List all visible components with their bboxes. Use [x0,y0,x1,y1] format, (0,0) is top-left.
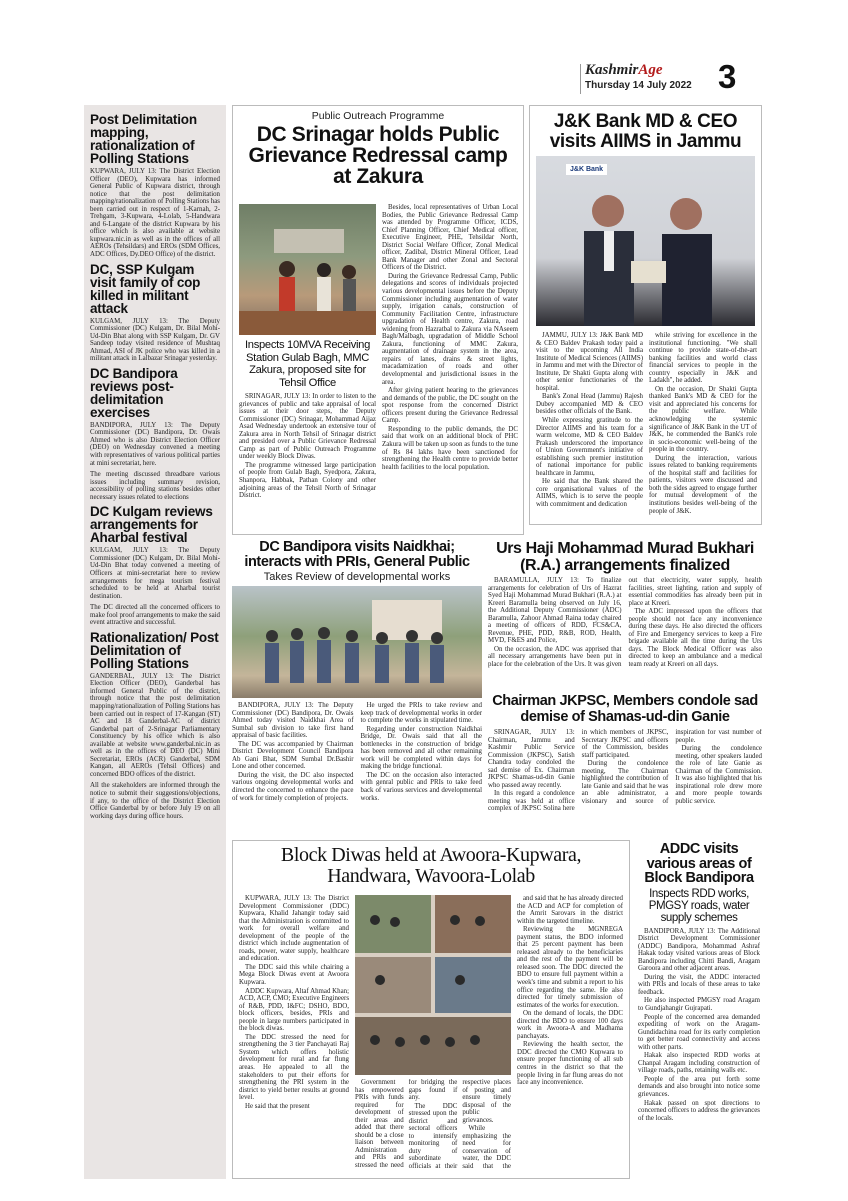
brief-paragraph: GANDERBAL, JULY 13: The District Election Officer (DEO), Ganderbal has informed General Public of the district, through notice that the post delimitation mapping/rationalization of Polling Stations has been carried out in respect of 17-Kangan (ST) AC and 18 Ganderbal-AC of district Ganderbal part of 2-Srinagar Parliamentary Constituency by his office which is also available at website www.ganderbal.nic.in as well as in the offices of DEO (DC) Mini Secretariat, EROs (ACR) Ganderbal, SDM Kangan, all AEROs (Tehsil Offices) and concerned BDO offices of the district. [90,672,220,778]
article-paragraph: JAMMU, JULY 13: J&K Bank MD & CEO Baldev Prakash today paid a visit to the upcoming All India Institute of Medical Sciences (AIIMS) in Jammu and met with the Director of Institute, Dr Shakti Gupta along with other senior functionaries of the hospital. [536,332,643,392]
article-paragraph: Reviewing the health sector, the DDC directed the CMO Kupwara to ensure proper functioning of all sub centres in the district so that the people living in far flung areas do not face any inconvenience. [517,1041,623,1087]
jk-bank-logo: J&K Bank [566,164,607,175]
article-paragraph: The DDC said this while chairing a Mega Block Diwas event at Awoora Kupwara. [239,963,349,987]
article-kicker: Public Outreach Programme [311,110,445,122]
article-paragraph: BARAMULLA, JULY 13: To finalize arrangements for celebration of Urs of Hazrat Syed Haji Mohammad Murad Bukhari (R.A.) at Kreeri Baramulla being observed on July 16, the Additional Deputy Commissioner (ADC) Baramulla, Zahoor Ahmad Raina today chaired a meeting of officers of RDD, FCS&CA, Revenue, PHE, PDD, R&B, ROD, Health, MVD, F&ES and Police, [488,577,622,645]
photo-placeholder-icon [232,586,482,698]
brief-paragraph: KULGAM, JULY 13: The Deputy Commissioner (DC) Kulgam, Dr. Bilal Mohi-Ud-Din Bhat today convened a meeting of Officers at mini-secretariat here to review arrangements for mega tourism festival scheduled to be held at Aharbal tourist destination. [90,547,220,600]
brief-headline: DC Kulgam reviews arrangements for Aharbal festival [90,504,213,546]
article-body-right [649,332,757,517]
article-paragraph: The ADC impressed upon the officers that people should not face any inconvenience during these days. He also directed the officers of Fire and Emergency services to keep a Fire brigade available all the time during the Urs days. The Block Medical Officer was also directed to keep an ambulance and a medical team ready at Kreeri on all days. [628,608,762,669]
article-paragraph: He said that the present [245,1102,310,1110]
article-body-right [517,895,623,1175]
brand-suffix: Age [638,62,663,78]
article-body [232,702,482,840]
masthead-divider [580,64,581,94]
photo-placeholder-icon [355,895,511,1075]
article-paragraph: Hakak passed on spot directions to concerned officers to address the grievances of the locals. [638,1099,760,1122]
sidebar-brief [90,367,220,501]
brief-paragraph: The meeting discussed threadbare various issues including summary revision, accessibility of polling stations besides other necessary issues related to elections [90,471,220,501]
article-paragraph: During the Grievance Redressal Camp, Public delegations and scores of individuals projected various developmental issues before the Deputy Commissioner including augmentation of water supply, irrigation canals, construction of Community Facilitation Centre, infrastructure upgradation of Health centre, Zakura, road widening from Hazratbal to Zakura via NAseem Bagh/Malbagh, upgradation of Middle School Zakura, functioning of MMC Zakura, augmentation of drainage system in the area, repairs of lanes, drains & street lights, macadamization of roads and other developmental and jurisdictional issues in the area. [382,272,518,386]
article-paragraph: while striving for excellence in the institutional functioning. "We shall continue to provide state-of-the-art banking facilities and world class financial services to people in the country especially in J&K and Ladakh", he added. [649,332,757,385]
article-headline: DC Bandipora visits Naidkhai; interacts with PRIs, General Public [244,540,470,570]
article-photo [536,156,755,326]
brief-paragraph: BANDIPORA, JULY 13: The Deputy Commissioner (DC) Bandipora, Dr. Owais Ahmed who is also District Election Officer (DEO) on Wednesday convened a meeting with representatives of various political parties at mini secretariat, here. [90,421,220,467]
article-block-diwas [232,840,630,1179]
article-paragraph: Besides, local representatives of Urban Local Bodies, the Public Grievance Redressal Camp was attended by Programme Officer, ICDS, Chief Planning Officer, Chief Medical officer, Executive Engineer, PHE, Tehsildar North, District Social Welfare Officer, Zonal Medical officer, Zadibal, District Mineral Officer, Lead Bank Manager and other Zonal and Sectoral Officers of the District. [382,204,518,272]
article-paragraph: While emphasizing the need for conservation of water, the DDC said that the [462,1125,511,1171]
article-body-right [382,204,518,530]
article-paragraph: The programme witnessed large participation of people from Gulab Bagh, Syedpora, Zakura, Shanpora, Habbak, Pathan Colony and other adjoining areas of the Tehsil North of Srinagar District. [239,461,376,500]
article-headline: Urs Haji Mohammad Murad Bukhari (R.A.) arrangements finalized [496,540,754,574]
brief-headline: Rationalization/ Post Delimitation of Polling Stations [90,629,219,671]
brief-headline: DC, SSP Kulgam visit family of cop killed in militant attack [90,261,201,316]
article-addc-bandipora [636,840,762,1179]
sidebar-brief [90,505,220,626]
page-number: 3 [718,58,737,95]
article-zakura-camp [232,105,524,535]
article-paragraph: During the visit, the ADDC interacted with PRIs and locals of these areas to take feedback. [638,973,760,996]
article-paragraph: and said that he has already directed the ACD and ACP for completion of the Amrit Sarovars in the district within the targeted timeline. [517,895,623,925]
article-paragraph: KUPWARA, JULY 13: The District Development Commissioner (DDC) Kupwara, Khalid Jahangir today said that the Administration is committed to work for overall welfare and development of the people of the district which include augmentation of roads, power, water supply, healthcare and education. [239,895,349,963]
article-paragraph: BANDIPORA, JULY 13: The Deputy Commissioner (DC) Bandipora, Dr. Owais Ahmed today visited Naidkhai Area of Sumbal sub division to take first hand appraisal of basic facilities. [232,702,354,740]
masthead-logo [585,62,715,79]
article-paragraph: He said that the Bank shared the core organisational values of the AIIMS, which is to serve the people with commitment and dedication [536,478,643,509]
article-naidkhai [232,540,482,840]
sidebar-brief [90,263,220,363]
article-body-left [239,895,349,1175]
article-subhead: Inspects 10MVA Receiving Station Gulab Bagh, MMC Zakura, proposed site for Tehsil Office [244,339,371,389]
article-paragraph: The DDC stressed the need for strengthening the 3 tier Panchayati Raj System which offers holistic development for rural and far flung areas. He appealed to all the stakeholders to put their efforts for strengthening the PRI system in the district to yield better results at ground level. [239,1033,349,1102]
article-paragraph: Responding to the public demands, the DC said that work on an additional block of PHC Zakura will be taken up soon as funds to the tune of Rs 84 lakhs have been sanctioned for strengthening the Health centre to provide better health facilities to the local population. [382,425,518,471]
brief-paragraph: All the stakeholders are informed through the notice to submit their suggestions/objections, if any, to the office of the District Election Office Ganderbal by or before July 19 on all working days during office hours. [90,782,220,820]
article-headline: ADDC visits various areas of Block Bandipora [644,841,754,886]
brief-paragraph: KULGAM, JULY 13: The Deputy Commissioner (DC) Kulgam, Dr. Bilal Mohi-Ud-Din Bhat along with SSP Kulgam, Dr. GV Sandeep today visited residence of Mushtaq Ahmad, ASI of JK police who was killed in a militant attack in Lalbazar Srinagar yesterday. [90,317,220,363]
article-paragraph: Bank's Zonal Head (Jammu) Rajesh Dubey accompanied MD & CEO besides other officials of the Bank. [536,393,643,416]
article-paragraph: The DC was accompanied by Chairman District Development Council Bandipora Ab Gani Bhat, SDM Sumbal Dr.Bashir Lone and other concerned. [232,740,354,771]
article-body [239,393,376,500]
article-body [488,729,762,829]
brand-name: Kashmir [585,62,639,78]
masthead [585,62,715,91]
article-headline: Chairman JKPSC, Members condole sad demise of Shamas-ud-din Ganie [492,694,758,725]
article-urs-bukhari [488,540,762,690]
article-paragraph: Reviewing the MGNREGA payment status, the BDO informed that 25 percent payment has been released already to the beneficiaries and the rest of the payment will be released soon. The DDC directed the BDO to ensure full payment within a week's time and submit a report to his office regarding the same. He also directed for timely submission of estimates of the works for execution. [517,926,623,1009]
article-subhead: Inspects RDD works, PMGSY roads, water supply schemes [648,887,750,924]
article-jkbank-aiims [529,105,762,525]
article-paragraph: In this regard a condolence meeting was held at office complex of JKPSC Solina here in which members of JKPSC, Secretary JKPSC and officers of the Commission, besides staff participated. [488,729,669,813]
article-body-bottom [355,1079,511,1175]
article-paragraph: During the interaction, various issues related to banking requirements of the hospital staff and facilities for patients, visitors were discussed and both the sides agreed to engage further for mutual development of the institutions besides well-being of the people of J&K. [649,454,757,515]
article-paragraph: Government has empowered PRIs with funds required for development of their areas and added that there should be a close liaison between Administration and PRIs and stressed the need for bridging the gaps found if any. [355,1079,458,1170]
article-paragraph: SRINAGAR, JULY 13: In order to listen to the grievances of public and take appraisal of local issues at their door steps, the Deputy Commissioner (DC) Srinagar, Mohammad Aijaz Asad Wednesday undertook an extensive tour of Zakura area in North Tehsil of Srinagar district and presided over a Public Grievance Redressal Camp as part of Public Outreach Programme under weekly Block Diwas. [239,393,376,461]
article-paragraph: During the visit, the DC also inspected various ongoing developmental works and directed the concerned to enhance the pace of work for timely completion of projects. [232,771,354,802]
article-paragraph: People of the concerned area demanded expediting of work on the Aragam-Gundidachina road for its early completion to get better road connectivity and access with other parts. [638,1013,760,1051]
article-body-left [536,332,643,517]
photo-placeholder-icon [536,156,755,326]
article-headline: J&K Bank MD & CEO visits AIIMS in Jammu [549,111,742,152]
brief-headline: Post Delimitation mapping, rationalization of Polling Stations [90,112,197,166]
article-paragraph: He urged the PRIs to take review and keep track of developmental works in order to complete the works in stipulated time. [360,702,482,725]
article-photo-collage [355,895,511,1075]
issue-date: Thursday 14 July 2022 [585,80,692,91]
article-paragraph: The DDC stressed upon the district and sectoral officers to intensify monitoring of duty of subordinate officials at their respective places of posting and ensure timely disposal of the public grievances. [408,1079,511,1171]
article-paragraph: The DC on the occasion also interacted with genral public and PRIs to take feed back of various services and developmental works. [360,771,482,802]
brief-headline: DC Bandipora reviews post-delimitation exercises [90,365,178,420]
article-paragraph: BANDIPORA, JULY 13: The Additional District Development Commissioner (ADDC) Bandipora, Mohammad Ashraf Hakak today visited various areas of Block Bandipora including Chitti Bandi, Aragam Garoora and other adjacent areas. [638,927,760,973]
article-subhead: Takes Review of developmental works [263,571,451,583]
article-headline: Block Diwas held at Awoora-Kupwara, Handwara, Wavoora-Lolab [280,844,582,887]
sidebar-brief [90,113,220,259]
article-photo [239,204,376,335]
article-paragraph: People of the area put forth some demands and also brought into notice some grievances. [638,1075,760,1098]
sidebar-brief [90,631,220,820]
brief-paragraph: The DC directed all the concerned officers to make fool proof arrangements to make the said event attractive and successful. [90,604,220,627]
article-paragraph: On the occasion, the ADC was apprised that all necessary arrangements have been put in place for the celebration of the Urs. It was given out that electricity, water supply, health facilities, street lighting, ration and supply of essential commodities has already been put in place at Kreeri. [488,577,762,669]
brief-paragraph: KUPWARA, JULY 13: The District Election Officer (DEO), Kupwara has informed General Public of Kupwara district, through notice that the post delimitation mapping/rationalization of Polling Stations has been carried out in respect of 1-Karnah, 2-Trehgam, 3-Kupwara, 4-Lolab, 5-Handwara and 6-Langate of the district Kupwara by his office which is also available at website kupwara.nic.in as well as in the offices of all AEROs (Tehsildars) and EROs (SDM Offices, ADC Offices, Dy.DEO Office) of the district. [90,168,220,259]
article-body [488,577,762,687]
article-paragraph: ADDC Kupwara, Altaf Ahmad Khan; ACD, ACP, CMO; Executive Engineers of R&B, PDD, I&FC; DSHO, BDO, block officers, besides, PRIs and people in large numbers participated in the block diwas. [239,987,349,1033]
article-paragraph: During the condolence meeting, other speakers lauded the role of late Ganie as Chairman of the Commission. It was also highlighted that his inspirational role drew more and more people towards public service. [675,745,762,805]
article-paragraph: SRINAGAR, JULY 13: Chairman, Jammu and Kashmir Public Service Commission (JKPSC), Satish Chandra today condoled the sad demise of Ex. Chairman JKPSC Shamas-ud-din Ganie who passed away recently. [488,729,575,789]
article-paragraph: On the occasion, Dr Shakti Gupta thanked Bank's MD & CEO for the visit and appreciated his concerns for the public welfare. While acknowledging the systemic significance of J&K Bank in the UT of J&K, he commended the Bank's role in socio-economic well-being of the people in the country. [649,385,757,454]
sidebar-briefs [84,105,226,1179]
article-photo [232,586,482,698]
photo-placeholder-icon [239,204,376,335]
article-paragraph: During the condolence meeting, The Chairman highlighted the contribution of late Ganie and said that he was an able administrator, a visionary and source of inspiration for vast number of people. [581,729,762,805]
article-paragraph: Hakak also inspected RDD works at Chanpal Aragam including construction of village roads, paths, retaining walls etc. [638,1052,760,1075]
article-paragraph: After giving patient hearing to the grievances and demands of the public, the DC sought on the spot response from the concerned District officers present during the Grievance Redressal Camp. [382,387,518,425]
article-jkpsc-condolence [488,694,762,834]
article-body [638,928,760,1178]
article-headline: DC Srinagar holds Public Grievance Redressal camp at Zakura [248,123,508,188]
article-paragraph: On the demand of locals, the DDC directed the BDO to ensure 100 days work in Awoora-A and Madhama panchayats. [517,1010,623,1040]
article-paragraph: Regarding under construction Naidkhai Bridge, Dr. Owais said that all the bottlenecks in the construction of bridge has been removed and all other remaining work will be completed within days for making the bridge functional. [360,725,482,771]
article-paragraph: He also inspected PMGSY road Aragam to Gundjahangir Gujrapati. [638,997,760,1012]
article-paragraph: While expressing gratitude to the Director AIIMS and his team for a warm welcome, MD & CEO Baldev Prakash underscored the importance of Union Government's initiative of establishing such premier institution of national importance for public healthcare in Jammu, [536,417,643,477]
